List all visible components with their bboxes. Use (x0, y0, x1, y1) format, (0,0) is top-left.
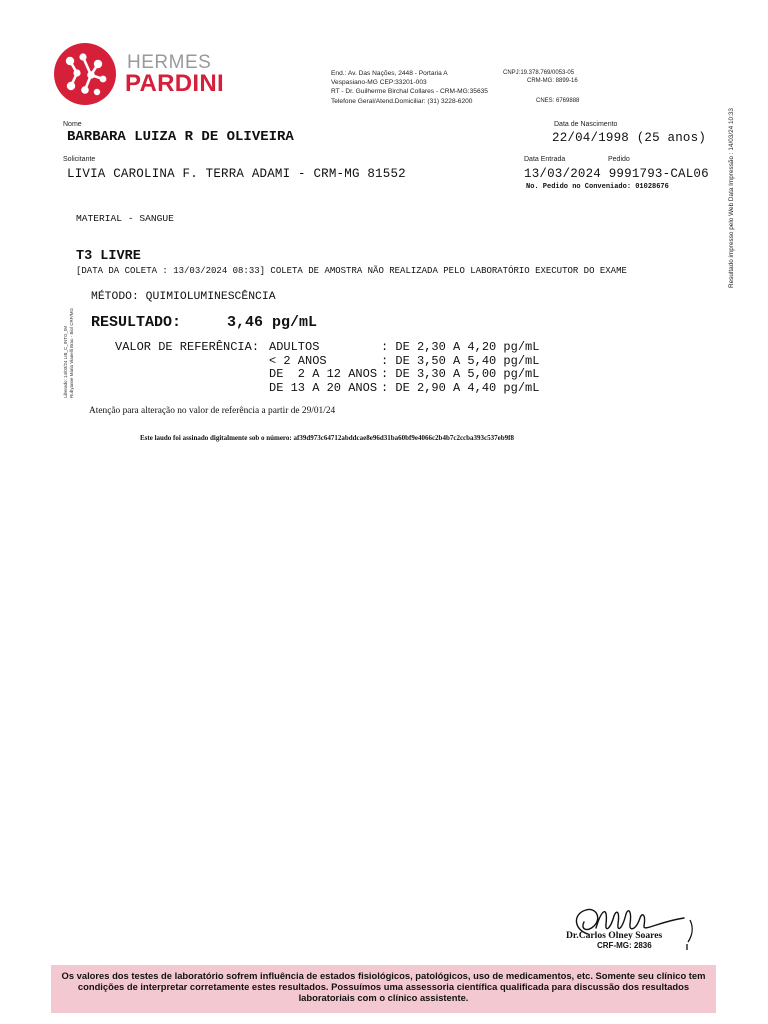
reference-range: : DE 3,50 A 5,40 pg/mL (381, 353, 540, 368)
dob-label: Data de Nascimento (554, 121, 618, 128)
address-line: Vespasiano-MG CEP:33201-003 (331, 79, 427, 86)
patient-name: BARBARA LUIZA R DE OLIVEIRA (67, 129, 294, 145)
digital-signature-text: Este laudo foi assinado digitalmente sob o número: af39d973c64712abddcae8e96d31ba60bf9e4066c2b4b7c2ccba393c537eb9f8 (140, 434, 514, 442)
reference-range: : DE 3,30 A 5,00 pg/mL (381, 367, 540, 382)
signatory-name: Dr.Carlos Olney Soares (566, 930, 663, 941)
print-info-side-text: Resultado impresso pelo Web Data Impressão : 14/03/24 10:33 (728, 108, 735, 288)
material-text: MATERIAL - SANGUE (76, 213, 174, 224)
entry-date-label: Data Entrada (524, 156, 566, 163)
order-label: Pedido (608, 156, 630, 163)
brand-name-line1: HERMES (127, 52, 212, 73)
reference-change-notice: Atenção para alteração no valor de referência a partir de 29/01/24 (89, 406, 336, 416)
signatory-registration: CRF-MG: 2836 (597, 941, 652, 950)
requester-name: LIVIA CAROLINA F. TERRA ADAMI - CRM-MG 81552 (67, 167, 406, 181)
result-label: RESULTADO: (91, 314, 182, 331)
method-text: MÉTODO: QUIMIOLUMINESCÊNCIA (91, 291, 276, 303)
address-line: End.: Av. Das Nações, 2448 - Portaria A (331, 70, 448, 77)
reference-group: < 2 ANOS (269, 353, 378, 368)
patient-dob: 22/04/1998 (25 anos) (552, 131, 707, 145)
reference-group: DE 13 A 20 ANOS (269, 380, 378, 395)
cnpj-text: CNPJ:19.378.769/0053-05 (503, 70, 575, 76)
release-info-line2: Rubyanne Maria Vianelli Brau - Biol CRF/MG (69, 308, 74, 398)
crm-text: CRM-MG: 8899-16 (527, 78, 578, 84)
result-value: 3,46 pg/mL (227, 314, 318, 331)
address-line: RT - Dr. Guilherme Birchal Collares - CRM-MG:35635 (331, 88, 488, 95)
brand-name-line2: PARDINI (125, 70, 224, 97)
release-info-line1: Liberado: 14/03/24 LIB_C_INTG_IM (63, 325, 68, 398)
reference-group: DE 2 A 12 ANOS (269, 367, 378, 382)
footer-disclaimer: Os valores dos testes de laboratório sofrem influência de estados fisiológicos, patológicos, uso de medicamentos, etc. Somente seu clínico tem condições de interpretar corretamente estes resultados. Possuímos uma assessoria científica qualificada para discussão dos resultados laboratoriais com o clínico assistente. (61, 970, 706, 1003)
reference-group: ADULTOS (269, 340, 378, 354)
reference-range: : DE 2,30 A 4,20 pg/mL (381, 340, 540, 354)
name-label: Nome (63, 121, 82, 128)
entry-date-order: 13/03/2024 9991793-CAL06 (524, 167, 709, 181)
requester-label: Solicitante (63, 156, 96, 163)
cnes-text: CNES: 6769888 (536, 98, 580, 104)
exam-title: T3 LIVRE (76, 249, 141, 264)
reference-label: VALOR DE REFERÊNCIA: (115, 340, 260, 354)
collection-note: [DATA DA COLETA : 13/03/2024 08:33] COLETA DE AMOSTRA NÃO REALIZADA PELO LABORATÓRIO EXECUTOR DO EXAME (76, 266, 627, 276)
agreement-order-number: No. Pedido no Conveniado: 01028676 (526, 183, 669, 191)
address-line: Telefone Geral/Atend.Domiciliar: (31) 3228-6200 (331, 98, 473, 105)
hermes-pardini-logo-icon (53, 42, 117, 106)
reference-range: : DE 2,90 A 4,40 pg/mL (381, 380, 540, 395)
